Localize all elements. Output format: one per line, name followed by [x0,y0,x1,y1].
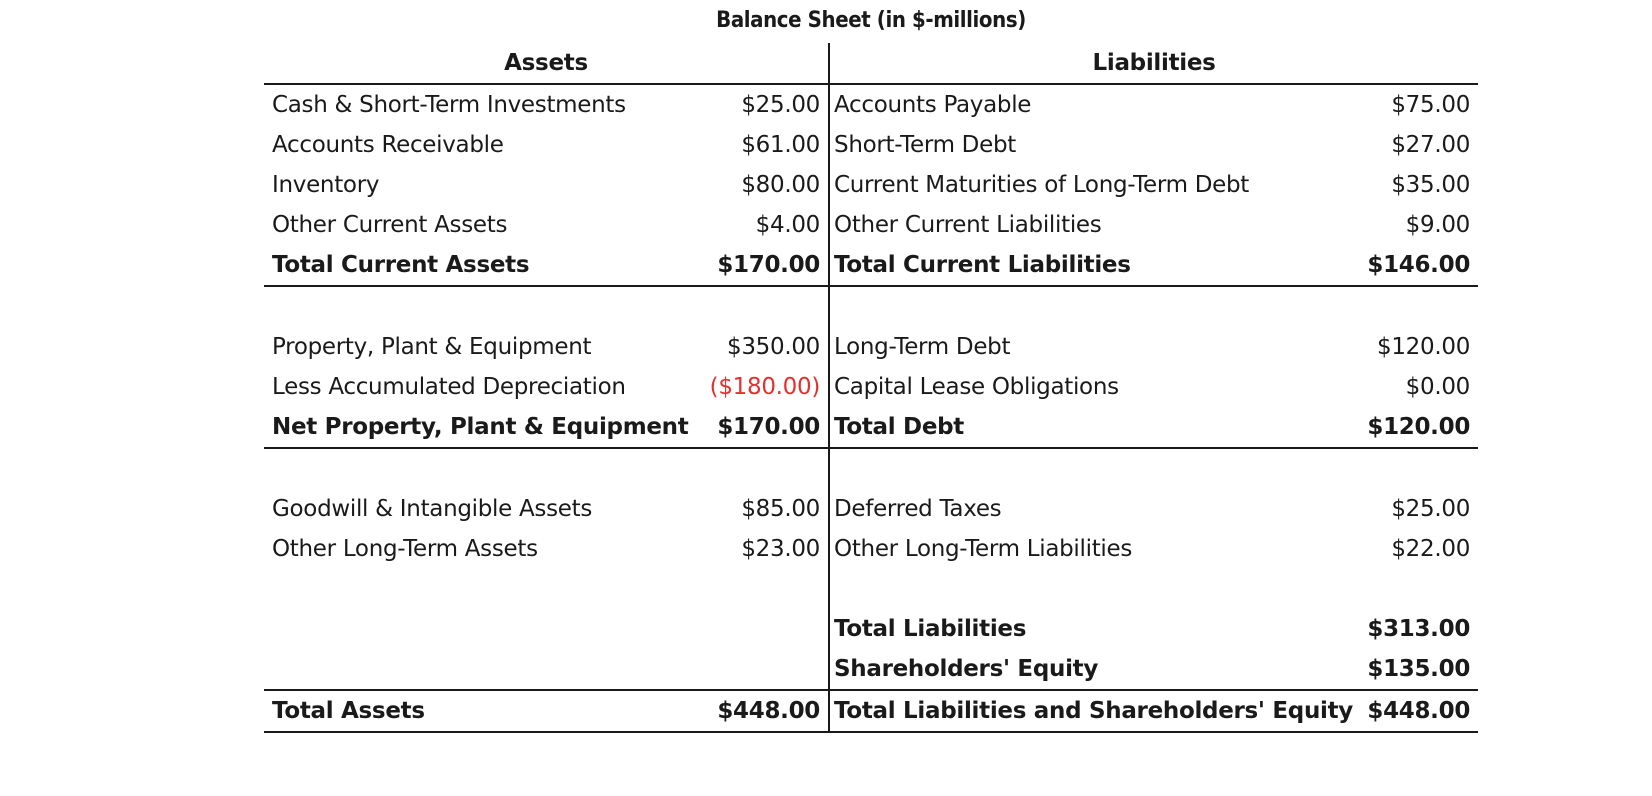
liability-label: Accounts Payable [834,92,1032,118]
asset-value: $85.00 [706,489,829,529]
asset-label [264,649,706,690]
table-row [264,165,1478,205]
spacer-row [264,286,1478,327]
asset-label: Total Current Assets [264,245,706,286]
total-assets-value: $448.00 [706,690,829,732]
asset-label [264,448,706,489]
liability-label: Long-Term Debt [834,334,1011,360]
assets-header: Assets [264,43,829,84]
liability-value [1363,569,1478,609]
asset-value [706,609,829,649]
total-liabilities-equity-value: $448.00 [1363,690,1478,732]
liability-value: $135.00 [1367,656,1471,682]
asset-label [264,609,706,649]
liability-value: $313.00 [1367,616,1471,642]
subtotal-row [264,609,1478,649]
asset-label: Less Accumulated Depreciation [272,374,626,400]
liability-label: Short-Term Debt [834,132,1016,158]
liability-label [829,569,1363,609]
table-row [264,529,1478,569]
asset-value: $170.00 [706,245,829,286]
asset-label: Other Current Assets [272,212,508,238]
liability-label: Shareholders' Equity [834,656,1099,682]
table-row [264,205,1478,245]
liability-label [829,286,1363,327]
asset-value: $4.00 [706,205,829,245]
liability-value [1363,286,1478,327]
asset-value: $61.00 [706,125,829,165]
sheet-title: Balance Sheet (in $-millions) [716,8,1026,33]
liability-label: Total Liabilities [834,616,1027,642]
asset-value: $350.00 [706,327,829,367]
asset-label: Property, Plant & Equipment [272,334,592,360]
liability-label: Total Current Liabilities [829,245,1363,286]
liability-label: Other Long-Term Liabilities [834,536,1133,562]
asset-value: $23.00 [706,529,829,569]
liability-value: $0.00 [1405,374,1471,400]
asset-value [706,448,829,489]
table-row [264,327,1478,367]
asset-label: Inventory [272,172,380,198]
table-row [264,367,1478,407]
liability-label: Total Debt [829,407,1363,448]
asset-value [706,649,829,690]
liability-label: Capital Lease Obligations [834,374,1119,400]
asset-label: Accounts Receivable [272,132,504,158]
liability-value [1363,448,1478,489]
spacer-row [264,448,1478,489]
balance-sheet-table [264,43,1478,733]
liability-label [829,448,1363,489]
spacer-row [264,569,1478,609]
asset-value: $80.00 [706,165,829,205]
grand-total-row [264,690,1478,732]
asset-value [706,569,829,609]
liability-value: $75.00 [1391,92,1471,118]
asset-label: Cash & Short-Term Investments [272,92,626,118]
subtotal-row [264,407,1478,448]
table-row [264,489,1478,529]
asset-label [264,569,706,609]
asset-label: Goodwill & Intangible Assets [272,496,593,522]
liability-value: $27.00 [1391,132,1471,158]
liability-value: $120.00 [1377,334,1471,360]
asset-label: Net Property, Plant & Equipment [264,407,706,448]
liability-value: $35.00 [1391,172,1471,198]
liabilities-header: Liabilities [829,43,1478,84]
asset-value [706,286,829,327]
total-assets-label: Total Assets [264,690,706,732]
liability-value: $120.00 [1363,407,1478,448]
table-row [264,84,1478,125]
asset-value-negative: ($180.00) [706,367,829,407]
subtotal-row [264,245,1478,286]
asset-value: $170.00 [706,407,829,448]
liability-value: $22.00 [1391,536,1471,562]
liability-label: Deferred Taxes [834,496,1002,522]
total-liabilities-equity-label: Total Liabilities and Shareholders' Equity [829,690,1363,732]
liability-value: $25.00 [1391,496,1471,522]
asset-label: Other Long-Term Assets [272,536,538,562]
liability-label: Other Current Liabilities [834,212,1102,238]
asset-value: $25.00 [706,84,829,125]
liability-value: $146.00 [1363,245,1478,286]
asset-label [264,286,706,327]
table-row [264,125,1478,165]
liability-label: Current Maturities of Long-Term Debt [834,172,1250,198]
subtotal-row [264,649,1478,690]
liability-value: $9.00 [1405,212,1471,238]
header-row [264,43,1478,84]
